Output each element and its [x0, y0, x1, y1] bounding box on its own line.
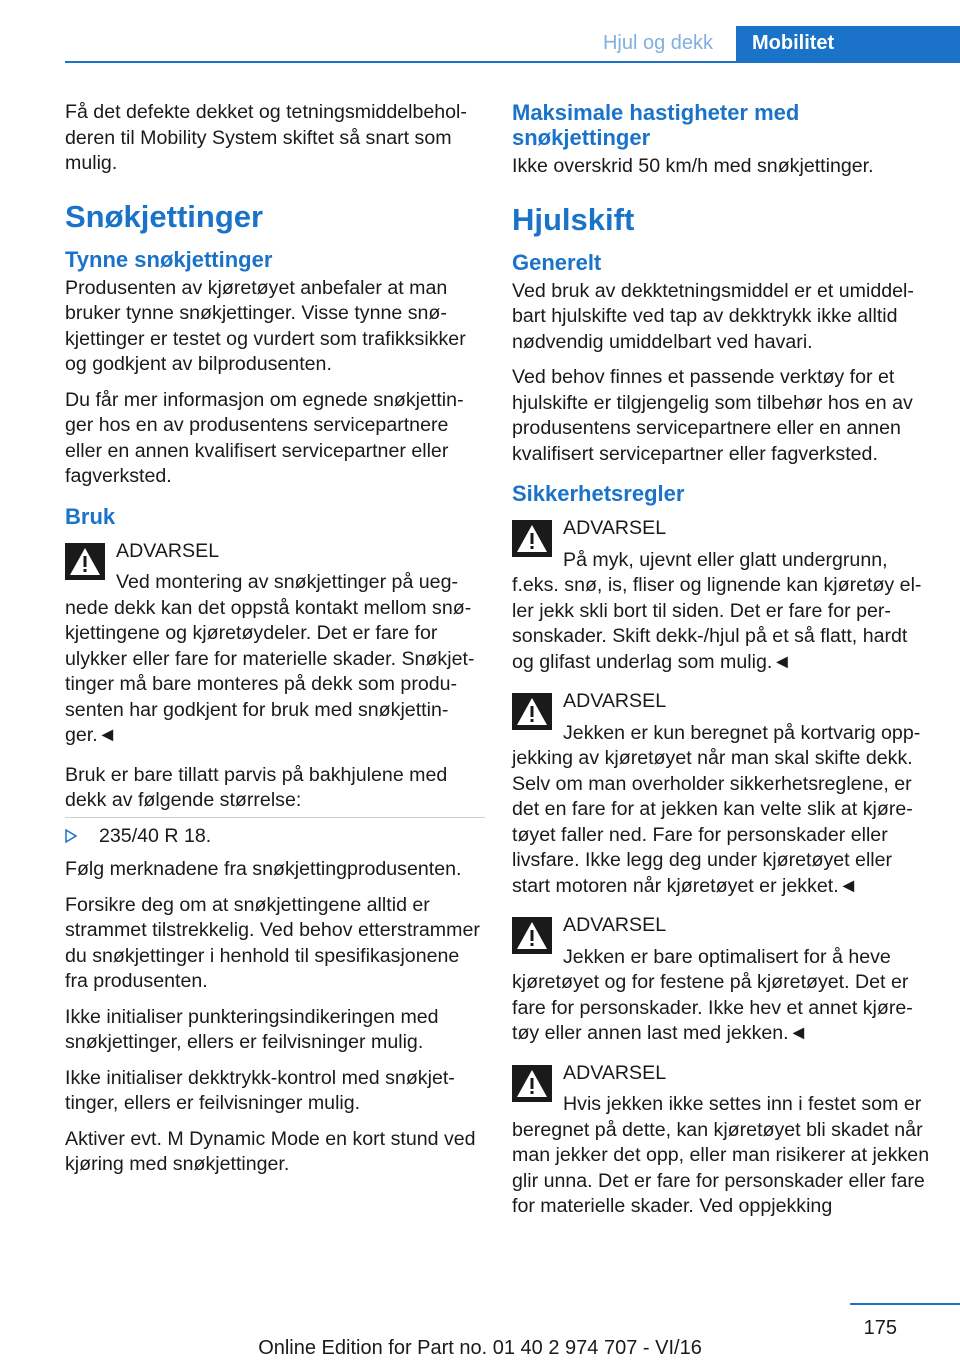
list-item-text: 235/40 R 18.	[99, 824, 212, 847]
warning-icon	[512, 1065, 552, 1102]
warning-block	[512, 913, 932, 1047]
paragraph: Forsikre deg om at snøkjettingene alltid er strammet tilstrekkelig. Ved behov etterstrammer du snøkjettinger i henhold til spesifikasjonene fra produsenten.	[65, 893, 480, 992]
warning-block	[512, 689, 932, 899]
paragraph: Følg merknadene fra snøkjettingprodusenten.	[65, 858, 462, 880]
warning-block	[512, 516, 932, 675]
footer-rule	[850, 1303, 960, 1305]
paragraph: Produsenten av kjøretøyet anbefaler at man bruker tynne snøkjettinger. Visse tynne snøkjettinger er testet og vurdert som trafikksikker og godkjent av bilprodusenten.	[65, 276, 466, 375]
heading-wheel-change: Hjulskift	[512, 201, 635, 237]
heading-snow-chains: Snøkjettinger	[65, 198, 264, 234]
warning-text: På myk, ujevnt eller glatt undergrunn, f.eks. snø, is, fliser og lignende kan kjøretøy eller jekk skli bort til siden. Det er fare for personskader. Skift dekk-/hjul på et så flatt, hardt og glifast underlag som mulig.◄	[512, 548, 922, 673]
edition-line: Online Edition for Part no. 01 40 2 974 707 - VI/16	[258, 1337, 702, 1359]
warning-label: ADVARSEL	[563, 517, 667, 539]
list-divider	[65, 817, 485, 818]
warning-block	[512, 1061, 932, 1220]
warning-text: Jekken er kun beregnet på kortvarig oppjekking av kjøretøyet når man skal skifte dekk. Selv om man overholder sikkerhetsreglene, er det en fare for at jekken kan velte slik at kjøretøyet faller ned. Fare for personskader eller livsfare. Ikke legg deg under kjøretøyet eller start motoren når kjøretøyet er jekket.◄	[512, 721, 921, 897]
paragraph: Ikke overskrid 50 km/h med snøkjettinger.	[512, 155, 874, 177]
triangle-bullet-icon	[65, 829, 77, 843]
warning-icon	[512, 693, 552, 730]
paragraph: Ved behov finnes et passende verktøy for et hjulskifte er tilgjengelig som tilbehør hos en av produsentens servicepartnere eller en annen kvalifisert servicepartner eller fagverksted.	[512, 366, 913, 465]
warning-text: Jekken er bare optimalisert for å heve kjøretøyet og for festene på kjøretøyet. Det er fare for personskader. Ikke hev et annet kjøretøy eller annen last med jekken.◄	[512, 945, 913, 1044]
list-item	[65, 824, 485, 850]
warning-label: ADVARSEL	[563, 690, 667, 712]
heading-general: Generelt	[512, 249, 602, 275]
warning-label: ADVARSEL	[563, 1061, 667, 1084]
warning-icon	[512, 917, 552, 954]
warning-label: ADVARSEL	[563, 914, 667, 936]
warning-block	[65, 539, 485, 749]
heading-max-speeds: Maksimale hastigheter med snøkjettinger	[512, 100, 800, 150]
page-number: 175	[863, 1317, 897, 1339]
warning-icon	[65, 543, 105, 580]
chapter-tab[interactable]: Hjul og dekk	[602, 32, 714, 54]
page-header	[0, 26, 960, 62]
section-tab[interactable]: Mobilitet	[736, 26, 960, 61]
right-column	[512, 100, 932, 1234]
warning-label: ADVARSEL	[116, 539, 220, 562]
warning-text: Ved montering av snøkjettinger på uegnede dekk kan det oppstå kontakt mellom snøkjettingene og kjøretøydeler. Det er fare for ulykker eller fare for materielle skader. Snøkjettinger må bare monteres på dekk som produsenten har godkjent for bruk med snøkjettinger.◄	[65, 571, 475, 746]
paragraph: Ikke initialiser punkteringsindikeringen med snøkjettinger, ellers er feilvisninger mulig.	[65, 1005, 439, 1053]
paragraph: Ved bruk av dekktetningsmiddel er et umiddelbart hjulskifte ved tap av dekktrykk ikke alltid nødvendig umiddelbart ved havari.	[512, 279, 914, 353]
paragraph: Aktiver evt. M Dynamic Mode en kort stund ved kjøring med snøkjettinger.	[65, 1127, 476, 1175]
header-rule	[65, 61, 960, 63]
left-column	[65, 100, 485, 1188]
warning-text: Hvis jekken ikke settes inn i festet som er beregnet på dette, kan kjøretøyet bli skadet når man jekker det opp, eller man risikerer at jekken glir unna. Det er fare for personskader eller fare for materielle skader. Ved oppjekking	[512, 1093, 930, 1217]
heading-safety-rules: Sikkerhetsregler	[512, 481, 685, 506]
paragraph: Ikke initialiser dekktrykk-kontrol med snøkjettinger, ellers er feilvisninger mulig.	[65, 1066, 455, 1114]
paragraph: Du får mer informasjon om egnede snøkjettinger hos en av produsentens servicepartnere eller en annen kvalifisert servicepartner eller fagverksted.	[65, 388, 464, 487]
warning-icon	[512, 520, 552, 557]
heading-thin-snow-chains: Tynne snøkjettinger	[65, 246, 273, 272]
heading-use: Bruk	[65, 503, 116, 529]
intro-paragraph: Få det defekte dekket og tetningsmiddelbeholderen til Mobility System skiftet så snart som mulig.	[65, 101, 467, 174]
paragraph: Bruk er bare tillatt parvis på bakhjulene med dekk av følgende størrelse:	[65, 763, 448, 811]
